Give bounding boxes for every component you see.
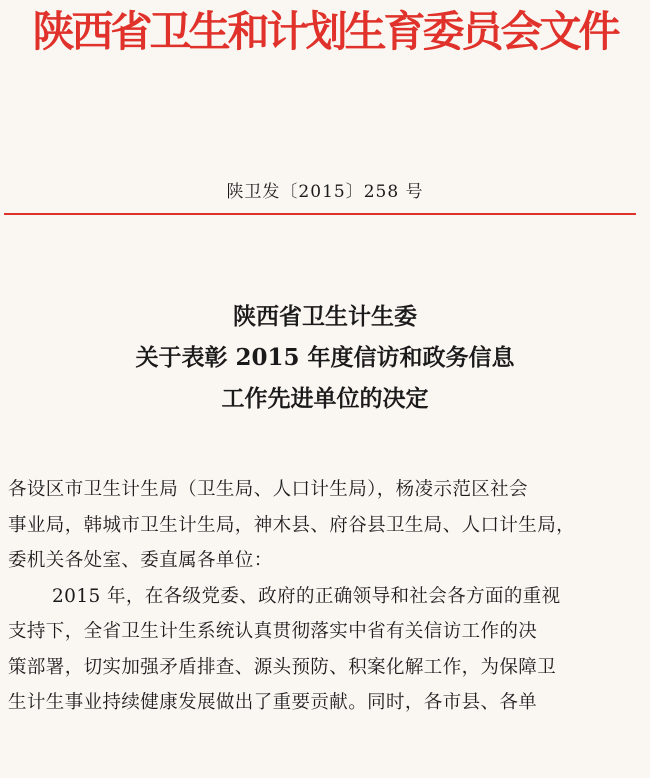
red-divider: [4, 213, 636, 215]
body-line-recipients-3: 委机关各处室、委直属各单位：: [8, 550, 273, 571]
title-line-3: 工作先进单位的决定: [221, 385, 429, 412]
issuer-header: 陕西省卫生和计划生育委员会文件: [32, 7, 618, 56]
body-line-paragraph-4: 生计生事业持续健康发展做出了重要贡献。同时，各市县、各单: [8, 692, 538, 713]
body-line-paragraph-2: 支持下，全省卫生计生系统认真贯彻落实中省有关信访工作的决: [8, 621, 538, 642]
body-line-recipients-1: 各设区市卫生计生局（卫生局、人口计生局），杨凌示范区社会: [8, 479, 528, 500]
body-line-paragraph-1: 2015 年，在各级党委、政府的正确领导和社会各方面的重视: [52, 585, 561, 607]
document-title: [0, 296, 650, 419]
document-number: 陕卫发〔2015〕258 号: [226, 182, 424, 202]
title-line-1: 陕西省卫生计生委: [233, 303, 417, 330]
body-line-paragraph-3: 策部署，切实加强矛盾排查、源头预防、积案化解工作，为保障卫: [8, 656, 557, 678]
title-line-2: 关于表彰 2015 年度信访和政务信息: [135, 344, 515, 371]
document-body: [8, 472, 636, 721]
body-line-recipients-2: 事业局，韩城市卫生计生局，神木县、府谷县卫生局、人口计生局，: [8, 514, 576, 536]
